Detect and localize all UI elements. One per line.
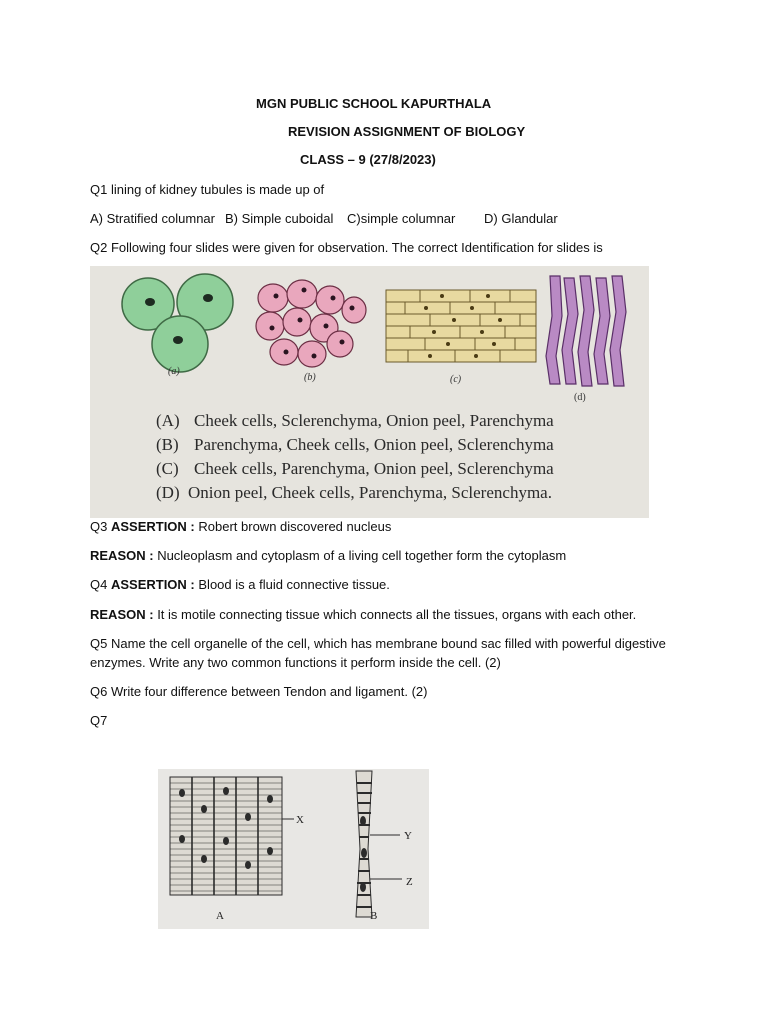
q4-assertion — [90, 577, 390, 593]
slide-d-label: (d) — [574, 392, 586, 403]
q7-muscle-figure — [158, 769, 429, 929]
q4-reason-text: It is motile connecting tissue which connects all the tissues, organs with each other. — [157, 607, 637, 622]
q2-choice-b-text: Parenchyma, Cheek cells, Onion peel, Sclerenchyma — [194, 435, 554, 454]
q7-label-b: B — [370, 910, 378, 922]
q4-reason-label: REASON : — [90, 607, 154, 622]
slide-b-label: (b) — [304, 372, 316, 383]
q5-line-1: Q5 Name the cell organelle of the cell, which has membrane bound sac filled with powerful digestive — [90, 636, 666, 651]
q3-assertion-text: Robert brown discovered nucleus — [198, 519, 392, 534]
q1-question: Q1 lining of kidney tubules is made up of — [90, 182, 325, 197]
q2-slides-figure — [90, 266, 649, 518]
q3-prefix: Q3 — [90, 519, 108, 534]
q2-choice-a-text: Cheek cells, Sclerenchyma, Onion peel, Parenchyma — [194, 411, 554, 430]
q2-choice-d-text: Onion peel, Cheek cells, Parenchyma, Sclerenchyma. — [188, 483, 552, 502]
q2-choices — [156, 411, 554, 502]
slide-b-parenchyma — [256, 280, 366, 367]
assignment-title: REVISION ASSIGNMENT OF BIOLOGY — [288, 124, 526, 139]
q7-muscle-drawing — [158, 769, 429, 929]
q7-label: Q7 — [90, 713, 108, 728]
q3-assertion — [90, 519, 391, 535]
q2-question: Q2 Following four slides were given for observation. The correct Identification for slides is — [90, 240, 603, 255]
q4-reason — [90, 607, 636, 623]
slide-c-label: (c) — [450, 374, 462, 385]
q4-assertion-text: Blood is a fluid connective tissue. — [198, 577, 390, 592]
q1-option-a: A) Stratified columnar — [90, 211, 215, 226]
q7-figure-b — [356, 771, 402, 917]
class-date: CLASS – 9 (27/8/2023) — [300, 152, 436, 167]
q2-choice-c-key: (C) — [156, 459, 179, 478]
q7-label-z: Z — [406, 876, 413, 888]
q2-choice-b-key: (B) — [156, 435, 179, 454]
q3-reason — [90, 548, 566, 564]
q2-choice-c-text: Cheek cells, Parenchyma, Onion peel, Sclerenchyma — [194, 459, 554, 478]
q3-assertion-label: ASSERTION : — [110, 519, 195, 534]
q7-label-a: A — [216, 910, 224, 922]
q7-label-y: Y — [404, 830, 412, 842]
slide-a-cheek-cells — [122, 274, 233, 372]
q5-line-2: enzymes. Write any two common functions it perform inside the cell. (2) — [90, 655, 501, 670]
q3-reason-text: Nucleoplasm and cytoplasm of a living cell together form the cytoplasm — [157, 548, 567, 563]
slide-a-label: (a) — [168, 366, 180, 377]
q2-choice-a-key: (A) — [156, 411, 180, 430]
q3-reason-label: REASON : — [90, 548, 154, 563]
q1-option-d: D) Glandular — [484, 211, 558, 226]
q4-assertion-label: ASSERTION : — [110, 577, 195, 592]
slide-d-sclerenchyma — [546, 276, 626, 386]
q2-slides-drawing — [90, 266, 649, 518]
q7-label-x: X — [296, 814, 304, 826]
school-name: MGN PUBLIC SCHOOL KAPURTHALA — [256, 96, 492, 111]
q6-question: Q6 Write four difference between Tendon and ligament. (2) — [90, 684, 428, 699]
q7-figure-a — [170, 777, 294, 895]
q1-option-b: B) Simple cuboidal — [225, 211, 334, 226]
q2-choice-d-key: (D) — [156, 483, 180, 502]
q4-prefix: Q4 — [90, 577, 108, 592]
q1-option-c: C)simple columnar — [347, 211, 456, 226]
slide-c-onion-peel — [386, 290, 536, 362]
